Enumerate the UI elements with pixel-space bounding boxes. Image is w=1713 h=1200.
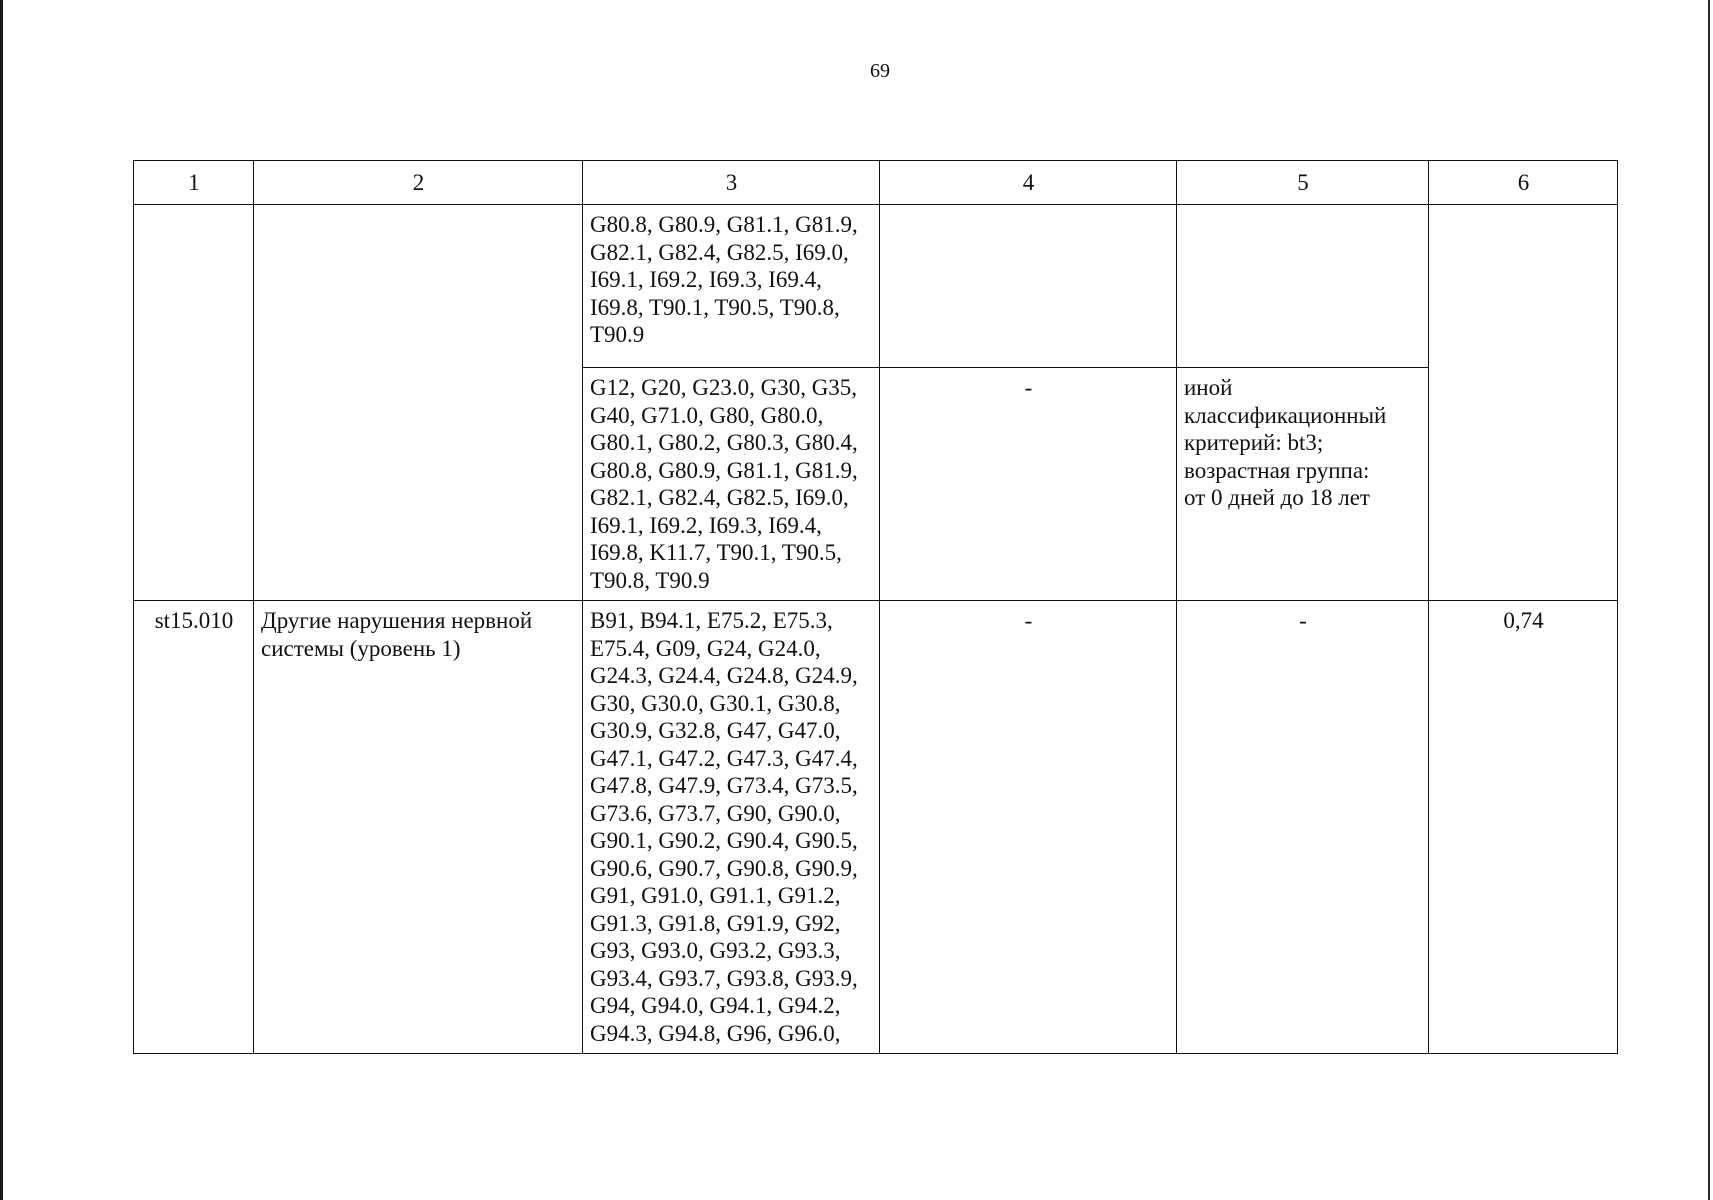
ksg-name-cell: Другие нарушения нервной системы (уровень 1) (254, 601, 583, 1054)
table-header-row (134, 161, 1618, 205)
empty-cell (880, 205, 1177, 368)
column-header-6: 6 (1429, 161, 1618, 205)
column-header-1: 1 (134, 161, 254, 205)
classification-table (133, 160, 1618, 1054)
diagnosis-codes-cell: G12, G20, G23.0, G30, G35, G40, G71.0, G80, G80.0, G80.1, G80.2, G80.3, G80.4, G80.8, G80.9, G81.1, G81.9, G82.1, G82.4, G82.5, I69.0, I69.1, I69.2, I69.3, I69.4, I69.8, K11.7, T90.1, T90.5, T90.8, T90.9 (583, 368, 880, 601)
column-header-4: 4 (880, 161, 1177, 205)
procedure-codes-cell: - (880, 601, 1177, 1054)
diagnosis-codes-cell: G80.8, G80.9, G81.1, G81.9, G82.1, G82.4, G82.5, I69.0, I69.1, I69.2, I69.3, I69.4, I69.8, T90.1, T90.5, T90.8, T90.9 (583, 205, 880, 368)
column-header-2: 2 (254, 161, 583, 205)
row-continuation-name-cell (254, 205, 583, 601)
other-criteria-cell: - (1177, 601, 1429, 1054)
empty-cell (1177, 205, 1429, 368)
procedure-codes-cell: - (880, 368, 1177, 601)
column-header-3: 3 (583, 161, 880, 205)
column-header-5: 5 (1177, 161, 1429, 205)
row-continuation-coefficient-cell (1429, 205, 1618, 601)
table-row (134, 205, 1618, 368)
scan-left-edge (0, 0, 3, 1200)
coefficient-cell: 0,74 (1429, 601, 1618, 1054)
diagnosis-codes-cell: B91, B94.1, E75.2, E75.3, E75.4, G09, G24, G24.0, G24.3, G24.4, G24.8, G24.9, G30, G30.0, G30.1, G30.8, G30.9, G32.8, G47, G47.0, G47.1, G47.2, G47.3, G47.4, G47.8, G47.9, G73.4, G73.5, G73.6, G73.7, G90, G90.0, G90.1, G90.2, G90.4, G90.5, G90.6, G90.7, G90.8, G90.9, G91, G91.0, G91.1, G91.2, G91.3, G91.8, G91.9, G92, G93, G93.0, G93.2, G93.3, G93.4, G93.7, G93.8, G93.9, G94, G94.0, G94.1, G94.2, G94.3, G94.8, G96, G96.0, (583, 601, 880, 1054)
other-criteria-cell: иной классификационный критерий: bt3; возрастная группа: от 0 дней до 18 лет (1177, 368, 1429, 601)
scan-right-edge (1708, 0, 1710, 1200)
page-number: 69 (870, 60, 890, 82)
row-continuation-code-cell (134, 205, 254, 601)
ksg-code-cell: st15.010 (134, 601, 254, 1054)
table-row (134, 601, 1618, 1054)
